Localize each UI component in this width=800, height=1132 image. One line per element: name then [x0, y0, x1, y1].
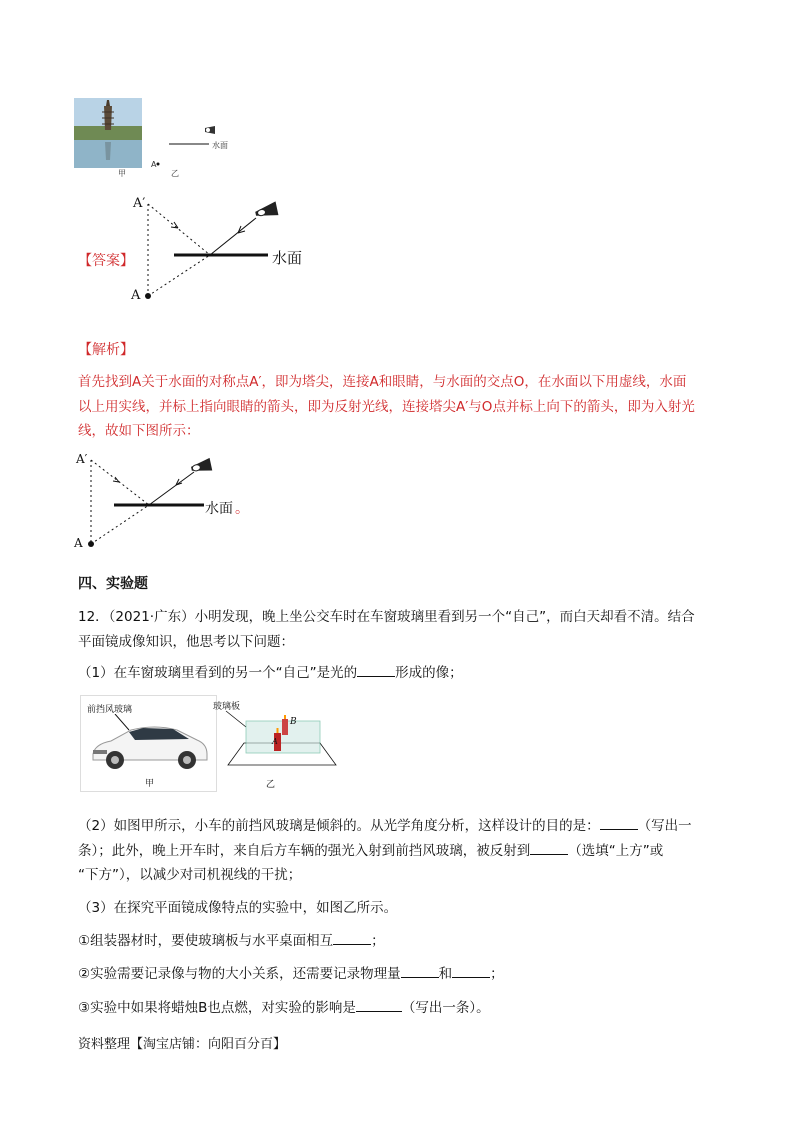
fig-label-A-candle: A: [272, 737, 278, 746]
q12-part3: （3）在探究平面镜成像特点的实验中，如图乙所示。: [78, 900, 398, 916]
fig-label-yi-2: 乙: [266, 780, 276, 790]
q12-part3-2-blank-2[interactable]: [452, 963, 490, 978]
footer-text: 资料整理【淘宝店铺：向阳百分百】: [78, 1037, 287, 1052]
q12-part3-2-pre: ②实验需要记录像与物的大小关系，还需要记录物理量: [78, 966, 401, 982]
analysis-label-A-prime: A′: [76, 452, 88, 466]
analysis-line-3: 线，故如下图所示：: [78, 423, 200, 439]
analysis-label-A: A: [74, 536, 83, 550]
glass-plate-label: 玻璃板: [213, 702, 241, 712]
glass-figure: [208, 695, 338, 790]
fig-label-B: B: [290, 717, 297, 727]
answer-tag: 【答案】: [78, 253, 134, 269]
q12-part3-3-post: （写出一条）。: [401, 1000, 490, 1016]
q12-part2-line-1-pre: （2）如图甲所示，小车的前挡风玻璃是倾斜的。从光学角度分析，这样设计的目的是：: [78, 818, 600, 834]
q12-part3-2-blank-1[interactable]: [401, 963, 439, 978]
q12-part1-text-pre: （1）在车窗玻璃里看到的另一个“自己”是光的: [78, 665, 358, 681]
q12-part2-line-1: [78, 815, 723, 837]
analysis-label-water: 水面: [205, 501, 233, 517]
analysis-line-1: 首先找到A关于水面的对称点A′，即为塔尖，连接A和眼睛，与水面的交点O，在水面以下用虚线，水面: [78, 374, 687, 390]
answer-label-A: A: [131, 288, 141, 303]
section-title: 四、实验题: [78, 576, 148, 592]
q12-part3-3-blank[interactable]: [356, 997, 402, 1012]
q12-part2-blank-2[interactable]: [530, 840, 568, 855]
q12-part3-2-mid: 和: [438, 966, 453, 982]
analysis-period: 。: [235, 501, 249, 517]
car-figure: [80, 695, 217, 792]
q12-part3-2: [78, 963, 723, 985]
fig-label-water-small: 水面: [212, 141, 228, 150]
q12-part3-3-pre: ③实验中如果将蜡烛B也点燃，对实验的影响是: [78, 1000, 356, 1016]
q12-part1-blank[interactable]: [357, 662, 395, 677]
q12-part3-1-post: ；: [371, 933, 385, 949]
windshield-label: 前挡风玻璃: [87, 705, 133, 715]
q12-part3-1: [78, 930, 723, 952]
q12-part2-line-1-post: （写出一: [637, 818, 692, 834]
q12-part3-1-pre: ①组装器材时，要使玻璃板与水平桌面相互: [78, 933, 334, 949]
pagoda-photo: [74, 98, 142, 168]
answer-label-A-prime: A′: [133, 196, 146, 211]
q12-part2-blank-1[interactable]: [600, 815, 638, 830]
q12-part3-3: [78, 997, 723, 1019]
q12-part2-line-3: “下方”），以减少对司机视线的干扰；: [78, 867, 302, 883]
top-small-diagram: [145, 118, 245, 178]
fig-label-jia-2: 甲: [145, 779, 155, 789]
q12-part2-line-2: [78, 840, 723, 862]
fig-label-yi: 乙: [171, 169, 179, 178]
answer-label-water: 水面: [272, 249, 303, 267]
analysis-tag: 【解析】: [78, 342, 134, 358]
q12-part2-line-2-post: （选填“上方”或: [568, 843, 664, 859]
analysis-line-2: 以上用实线，并标上指向眼睛的箭头，即为反射光线，连接塔尖A′与O点并标上向下的箭头，即为入射光: [78, 399, 695, 415]
q12-part3-2-post: ；: [490, 966, 504, 982]
car-drawing: [85, 714, 213, 774]
q12-part1-text-post: 形成的像；: [395, 665, 463, 681]
fig-label-jia: 甲: [118, 169, 126, 178]
q12-part1: [78, 662, 723, 684]
fig-label-A-small: A: [151, 160, 157, 169]
q12-intro-line-2: 平面镜成像知识，他思考以下问题：: [78, 634, 294, 650]
q12-intro-line-1: 12．（2021·广东）小明发现，晚上坐公交车时在车窗玻璃里看到另一个“自己”，而白天却看不清。结合: [78, 609, 695, 625]
q12-part2-line-2-pre: 条）；此外，晚上开车时，来自后方车辆的强光入射到前挡风玻璃，被反射到: [78, 843, 531, 859]
q12-part3-1-blank[interactable]: [333, 930, 371, 945]
